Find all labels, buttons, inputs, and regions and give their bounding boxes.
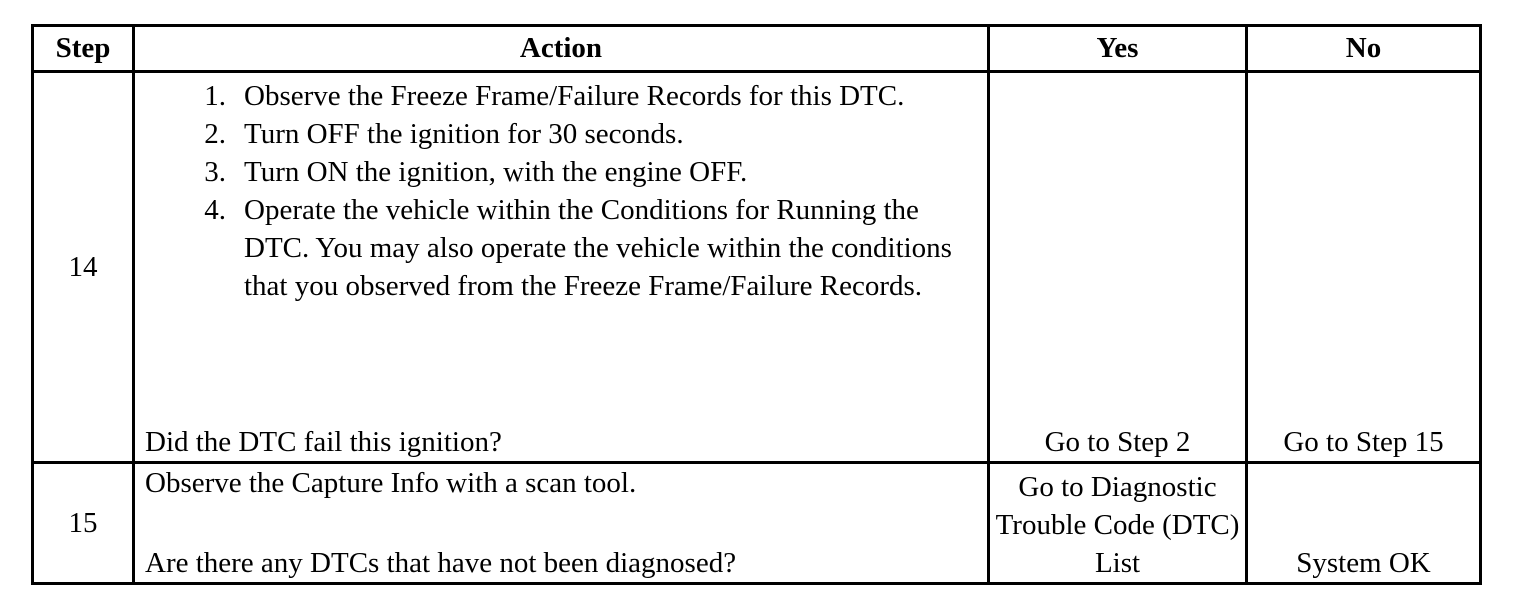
- header-row: [33, 26, 1481, 72]
- instruction-text: Observe the Freeze Frame/Failure Records for this DTC.: [244, 80, 905, 112]
- instruction-text: Operate the vehicle within the Conditions for Running the DTC. You may also operate the vehicle within the conditions that you observed from the Freeze Frame/Failure Records.: [244, 194, 952, 302]
- instruction-item: [204, 153, 977, 191]
- instruction-number: 4.: [204, 194, 226, 226]
- instruction-number: 3.: [204, 156, 226, 188]
- no-cell: [1247, 72, 1481, 463]
- header-action: Action: [134, 26, 989, 72]
- instruction-number: 2.: [204, 118, 226, 150]
- table-row-step-15: [33, 463, 1481, 584]
- instruction-text: Observe the Capture Info with a scan tool.: [145, 467, 637, 499]
- yes-outcome: Go to Step 2: [1044, 426, 1191, 458]
- table-row-step-14: [33, 72, 1481, 463]
- action-cell: [134, 463, 989, 584]
- instruction-item: [204, 191, 977, 305]
- diagnostic-table: [31, 24, 1482, 585]
- step-number: 15: [33, 463, 134, 584]
- header-step: Step: [33, 26, 134, 72]
- instruction-number: 1.: [204, 80, 226, 112]
- step-number: 14: [33, 72, 134, 463]
- yes-cell: [989, 72, 1247, 463]
- question-text: Are there any DTCs that have not been diagnosed?: [145, 547, 737, 579]
- instruction-list: [145, 77, 977, 305]
- question-text: Did the DTC fail this ignition?: [145, 426, 502, 458]
- no-cell: [1247, 463, 1481, 584]
- instruction-item: [204, 77, 977, 115]
- no-outcome: System OK: [1296, 547, 1431, 579]
- yes-outcome: Go to Diagnostic Trouble Code (DTC) List: [995, 471, 1240, 579]
- yes-cell: [989, 463, 1247, 584]
- header-yes: Yes: [989, 26, 1247, 72]
- instruction-item: [204, 115, 977, 153]
- action-cell: [134, 72, 989, 463]
- instruction-text: Turn OFF the ignition for 30 seconds.: [244, 118, 684, 150]
- no-outcome: Go to Step 15: [1283, 426, 1444, 458]
- header-no: No: [1247, 26, 1481, 72]
- instruction-text: Turn ON the ignition, with the engine OFF.: [244, 156, 748, 188]
